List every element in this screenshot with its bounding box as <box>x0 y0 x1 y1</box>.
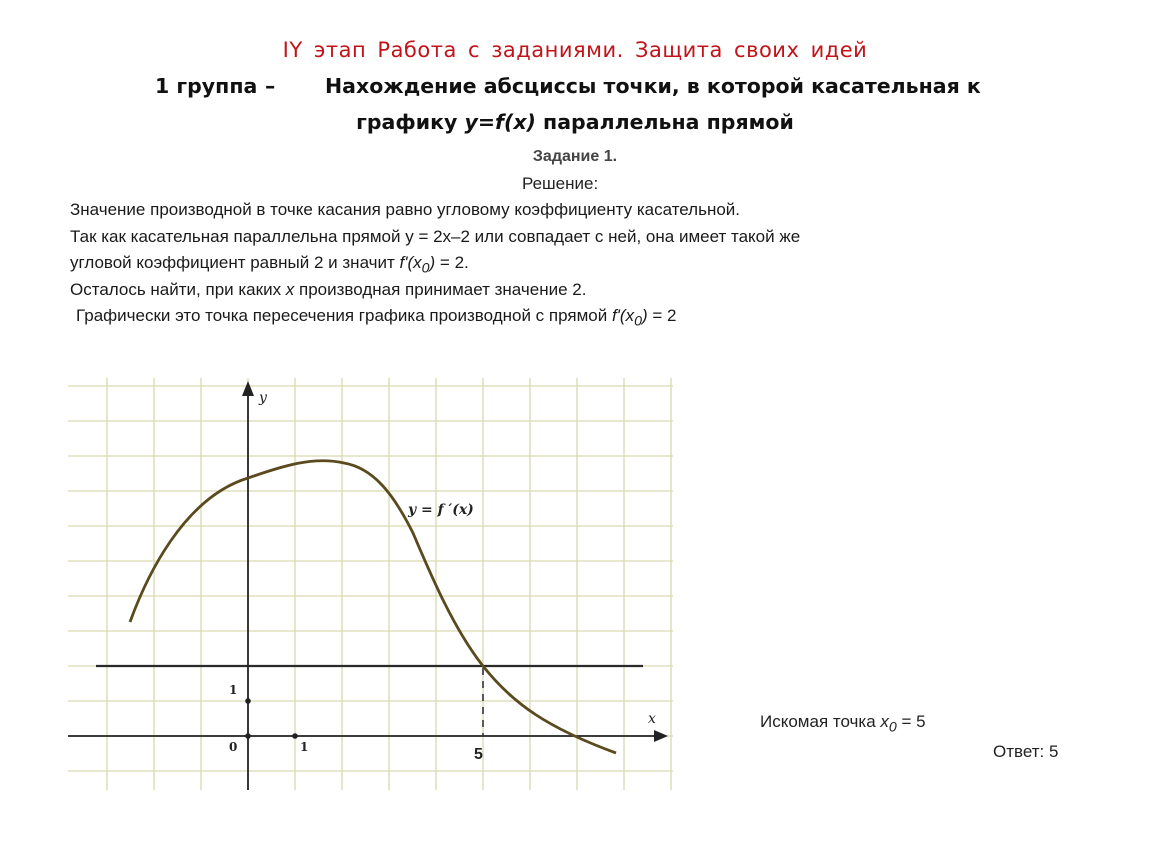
topic-line-2-suffix: параллельна прямой <box>535 110 794 134</box>
line5-text: Графически это точка пересечения графика производной с прямой <box>76 306 612 325</box>
solution-line-3 <box>70 253 469 276</box>
tick-label-x1: 1 <box>300 740 309 754</box>
solution-line-5 <box>76 306 676 329</box>
stage-title: IY этап Работа с заданиями. Защита своих идей <box>282 38 868 62</box>
derivative-curve <box>130 461 616 753</box>
answer-point-text: Искомая точка <box>760 712 881 731</box>
grid <box>68 378 673 790</box>
answer-point-subscript: 0 <box>888 719 897 736</box>
line4-text: Осталось найти, при каких <box>70 280 286 299</box>
topic-line-2-prefix: графику <box>356 110 465 134</box>
curve-label: y = f ′(x) <box>408 502 474 518</box>
answer-point-variable: x <box>880 712 889 731</box>
solution-line-2: Так как касательная параллельна прямой y = 2x–2 или совпадает с ней, она имеет такой же <box>70 227 801 246</box>
group-dash: – <box>265 74 276 98</box>
tick-dot-origin <box>245 733 251 739</box>
tick-label-y1: 1 <box>229 683 238 697</box>
tick-label-x5: 5 <box>474 746 483 763</box>
solution-label: Решение: <box>522 174 599 193</box>
line3-value: = 2. <box>435 253 469 272</box>
line3-subscript: 0 <box>421 260 430 277</box>
line4-variable: x <box>285 280 295 299</box>
line3-text: угловой коэффициент равный 2 и значит <box>70 253 400 272</box>
line5-subscript: 0 <box>634 313 642 330</box>
topic-function: y=f(x) <box>464 110 536 134</box>
line5-derivative: f'(x <box>611 306 635 325</box>
y-axis-arrow <box>242 381 254 396</box>
y-axis-label: y <box>259 390 267 406</box>
solution-line-1: Значение производной в точке касания равно угловому коэффициенту касательной. <box>70 200 741 219</box>
solution-line-4 <box>70 280 586 300</box>
tick-dot-x1 <box>292 733 298 739</box>
line5-value: = 2 <box>647 306 677 325</box>
line3-close: ) <box>429 253 436 272</box>
group-label: 1 группа <box>155 74 258 98</box>
line4-rest: производная принимает значение 2. <box>294 280 587 299</box>
derivative-graph <box>68 378 673 790</box>
task-title: Задание 1. <box>532 148 618 165</box>
x-axis-arrow <box>654 730 668 742</box>
line5-close: ) <box>641 306 648 325</box>
topic-line-2 <box>0 110 1150 134</box>
topic-line-1: Нахождение абсциссы точки, в которой касательная к <box>325 74 981 98</box>
tick-dot-y1 <box>245 698 251 704</box>
x-axis-label: x <box>648 711 656 727</box>
answer-point-value: = 5 <box>896 712 926 731</box>
tick-label-origin: 0 <box>229 740 238 754</box>
answer-point <box>760 712 926 735</box>
answer-final: Ответ: 5 <box>993 742 1059 761</box>
line3-derivative: f'(x <box>399 253 422 272</box>
